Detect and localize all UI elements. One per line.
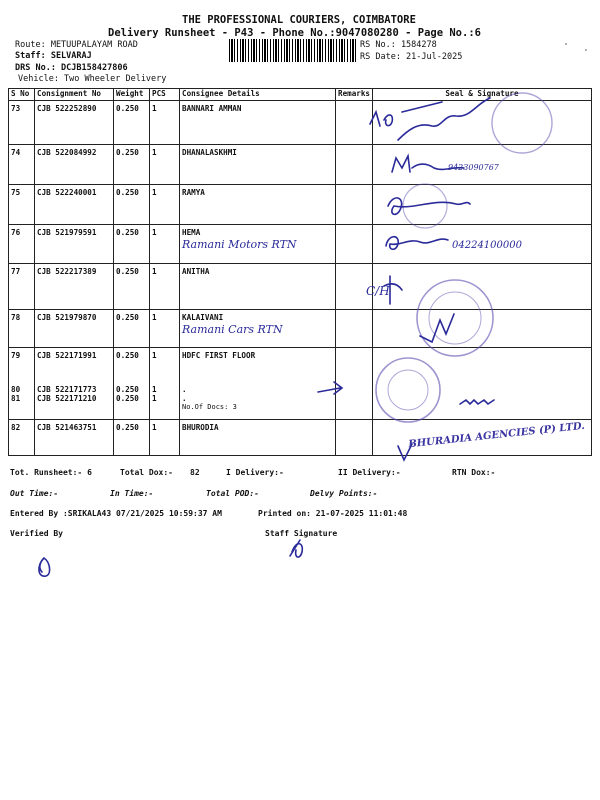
sno-80: 80 — [11, 385, 21, 394]
company-title: THE PROFESSIONAL COURIERS, COIMBATORE — [182, 14, 416, 26]
col-remarks: Remarks — [336, 89, 373, 101]
row-sno: 82 — [9, 420, 35, 456]
verified-scribble — [39, 558, 50, 576]
pcs-81: 1 — [152, 394, 157, 403]
row-pcs: 1 — [150, 101, 180, 145]
verified-by: Verified By — [10, 529, 63, 538]
staff-signature: Staff Signature — [265, 529, 338, 538]
tot-runsheet: Tot. Runsheet:- 6 — [10, 468, 92, 477]
col-seal: Seal & Signature — [373, 89, 592, 101]
col-pcs: PCS — [150, 89, 180, 101]
row-consignee: DHANALASKHMI — [180, 145, 336, 185]
total-dox-label: Total Dox:- — [120, 468, 173, 477]
col-sno: S No — [9, 89, 35, 101]
consignee-name: HEMA — [182, 228, 201, 237]
in-time: In Time:- — [110, 489, 154, 498]
handwritten-note: Ramani Motors RTN — [182, 238, 297, 251]
phone-76: 04224100000 — [452, 240, 522, 251]
staff-signature-scribble — [290, 540, 302, 557]
total-pod: Total POD:- — [206, 489, 259, 498]
stamp-inner-circle — [388, 370, 428, 410]
row-weight: 0.250 — [114, 145, 150, 185]
row-sno: 75 — [9, 185, 35, 225]
cn-80: CJB 522171773 — [37, 385, 97, 394]
total-dox-value: 82 — [190, 468, 200, 477]
drs-number: DRS No.: DCJB158427806 — [15, 63, 128, 73]
row-pcs: 1 — [150, 264, 180, 310]
row-weight: 0.250 — [114, 310, 150, 348]
stamp-circle — [376, 358, 440, 422]
docs-count: No.Of Docs: 3 — [182, 403, 237, 411]
dot-81: . — [182, 394, 187, 403]
row-consignment: CJB 522240001 — [35, 185, 114, 225]
pcs-79: 1 — [152, 351, 157, 360]
speck — [565, 43, 567, 45]
wt-80: 0.250 — [116, 385, 139, 394]
row-sno: 77 — [9, 264, 35, 310]
row-pcs: 1 — [150, 420, 180, 456]
row-consignment: CJB 522084992 — [35, 145, 114, 185]
row-sno: 78 — [9, 310, 35, 348]
signature-76 — [386, 237, 448, 250]
wt-81: 0.250 — [116, 394, 139, 403]
out-time: Out Time:- — [10, 489, 59, 498]
rtn-dox: RTN Dox:- — [452, 468, 496, 477]
row-consignment: CJB 522252890 — [35, 101, 114, 145]
ii-delivery: II Delivery:- — [338, 468, 401, 477]
rs-number: RS No.: 1584278 — [360, 40, 437, 50]
dot-80: . — [182, 385, 187, 394]
stamp-inner-circle — [429, 292, 481, 344]
signature-73 — [370, 98, 490, 140]
row-weight: 0.250 — [114, 264, 150, 310]
stamp-circle — [417, 280, 493, 356]
arrow-mark — [318, 382, 342, 394]
sno-79: 79 — [11, 351, 21, 360]
row-consignee: BHURODIA — [180, 420, 336, 456]
ch-mark: C/H — [366, 284, 390, 298]
pcs-80: 1 — [152, 385, 157, 394]
row-pcs: 1 — [150, 225, 180, 264]
row-consignee: ANITHA — [180, 264, 336, 310]
row-consignment: CJB 521979870 — [35, 310, 114, 348]
row-consignment: CJB 521979591 — [35, 225, 114, 264]
route-label: Route: METUUPALAYAM ROAD — [15, 40, 138, 50]
runsheet-subtitle: Delivery Runsheet - P43 - Phone No.:9047080280 - Page No.:6 — [108, 27, 481, 39]
row-consignee: BANNARI AMMAN — [180, 101, 336, 145]
wt-79: 0.250 — [116, 351, 139, 360]
cn-81: CJB 522171210 — [37, 394, 97, 403]
row-pcs: 1 — [150, 145, 180, 185]
row-weight: 0.250 — [114, 225, 150, 264]
entered-by: Entered By :SRIKALA43 07/21/2025 10:59:37 AM — [10, 509, 222, 518]
printed-on: Printed on: 21-07-2025 11:01:48 — [258, 509, 408, 518]
col-weight: Weight — [114, 89, 150, 101]
row-consignment: CJB 522217389 — [35, 264, 114, 310]
row-consignment: CJB 521463751 — [35, 420, 114, 456]
row-sno: 76 — [9, 225, 35, 264]
signature-75 — [388, 198, 470, 214]
consignee-79: HDFC FIRST FLOOR — [182, 351, 256, 360]
i-delivery: I Delivery:- — [226, 468, 284, 477]
staff-label: Staff: SELVARAJ — [15, 51, 92, 61]
rs-date: RS Date: 21-Jul-2025 — [360, 52, 463, 62]
consignee-name: KALAIVANI — [182, 313, 224, 322]
row-sno: 74 — [9, 145, 35, 185]
bhurodia-stamp: BHURADIA AGENCIES (P) LTD. — [407, 420, 586, 451]
row-weight: 0.250 — [114, 101, 150, 145]
row-sno: 73 — [9, 101, 35, 145]
row-weight: 0.250 — [114, 185, 150, 225]
sno-81: 81 — [11, 394, 21, 403]
speck — [585, 49, 587, 51]
col-consignee: Consignee Details — [180, 89, 336, 101]
row-pcs: 1 — [150, 185, 180, 225]
handwritten-note: Ramani Cars RTN — [182, 323, 283, 336]
vehicle-label: Vehicle: Two Wheeler Delivery — [18, 74, 167, 84]
row-pcs: 1 — [150, 310, 180, 348]
row-weight: 0.250 — [114, 420, 150, 456]
row-consignee: RAMYA — [180, 185, 336, 225]
phone-74: 9423090767 — [448, 163, 499, 172]
cn-79: CJB 522171991 — [37, 351, 97, 360]
signature-78 — [420, 314, 454, 342]
stamp-circle — [492, 93, 552, 153]
col-consignment: Consignment No — [35, 89, 114, 101]
signature-81 — [460, 400, 494, 404]
delvy-points: Delvy Points:- — [310, 489, 378, 498]
